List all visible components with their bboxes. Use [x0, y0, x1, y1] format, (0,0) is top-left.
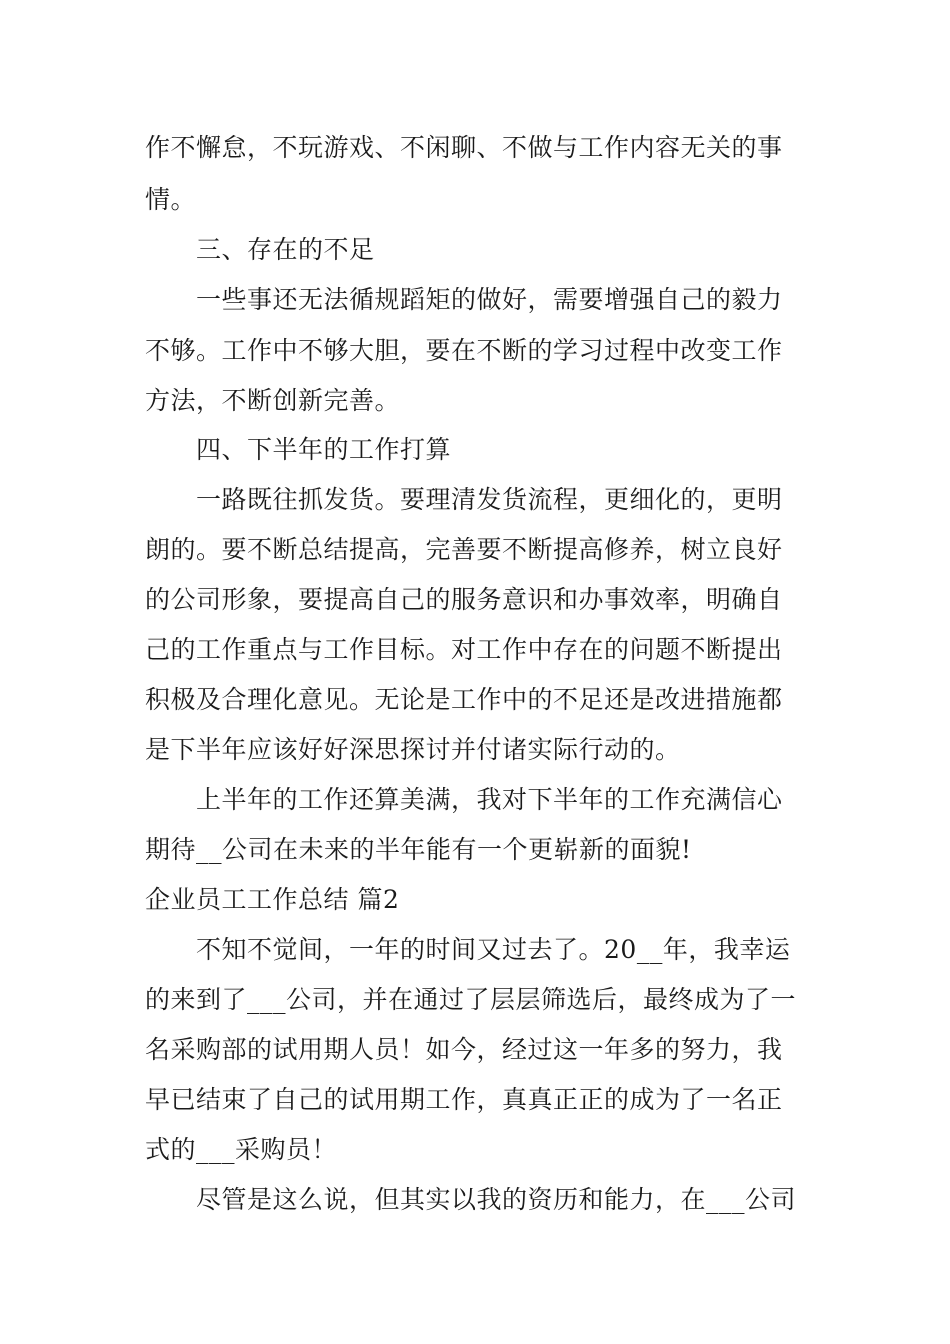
paragraph-line: 名采购部的试用期人员！如今，经过这一年多的努力，我	[145, 1035, 783, 1064]
paragraph-line: 己的工作重点与工作目标。对工作中存在的问题不断提出	[145, 635, 783, 664]
paragraph-line: 上半年的工作还算美满，我对下半年的工作充满信心	[196, 785, 783, 814]
paragraph-line: 一些事还无法循规蹈矩的做好，需要增强自己的毅力	[196, 285, 783, 314]
paragraph-line: 积极及合理化意见。无论是工作中的不足还是改进措施都	[145, 685, 783, 714]
paragraph-line: 不够。工作中不够大胆，要在不断的学习过程中改变工作	[145, 336, 783, 365]
paragraph-line: 情。	[145, 185, 197, 214]
paragraph-line: 的公司形象，要提高自己的服务意识和办事效率，明确自	[145, 585, 783, 614]
paragraph-line: 不知不觉间，一年的时间又过去了。20__年，我幸运	[196, 935, 791, 964]
section-heading: 三、存在的不足	[196, 235, 375, 264]
paragraph-line: 作不懈怠，不玩游戏、不闲聊、不做与工作内容无关的事	[145, 133, 783, 162]
paragraph-line: 的来到了___公司，并在通过了层层筛选后，最终成为了一	[145, 985, 797, 1014]
paragraph-line: 尽管是这么说，但其实以我的资历和能力，在___公司	[196, 1185, 797, 1214]
article-title: 企业员工工作总结 篇2	[145, 885, 400, 914]
paragraph-line: 式的___采购员！	[145, 1135, 338, 1164]
paragraph-line: 一路既往抓发货。要理清发货流程，更细化的，更明	[196, 485, 783, 514]
section-heading: 四、下半年的工作打算	[196, 435, 452, 464]
paragraph-line: 方法，不断创新完善。	[145, 386, 401, 415]
paragraph-line: 朗的。要不断总结提高，完善要不断提高修养，树立良好	[145, 535, 783, 564]
paragraph-line: 是下半年应该好好深思探讨并付诸实际行动的。	[145, 735, 681, 764]
paragraph-line: 早已结束了自己的试用期工作，真真正正的成为了一名正	[145, 1085, 783, 1114]
paragraph-line: 期待__公司在未来的半年能有一个更崭新的面貌!	[145, 835, 692, 864]
